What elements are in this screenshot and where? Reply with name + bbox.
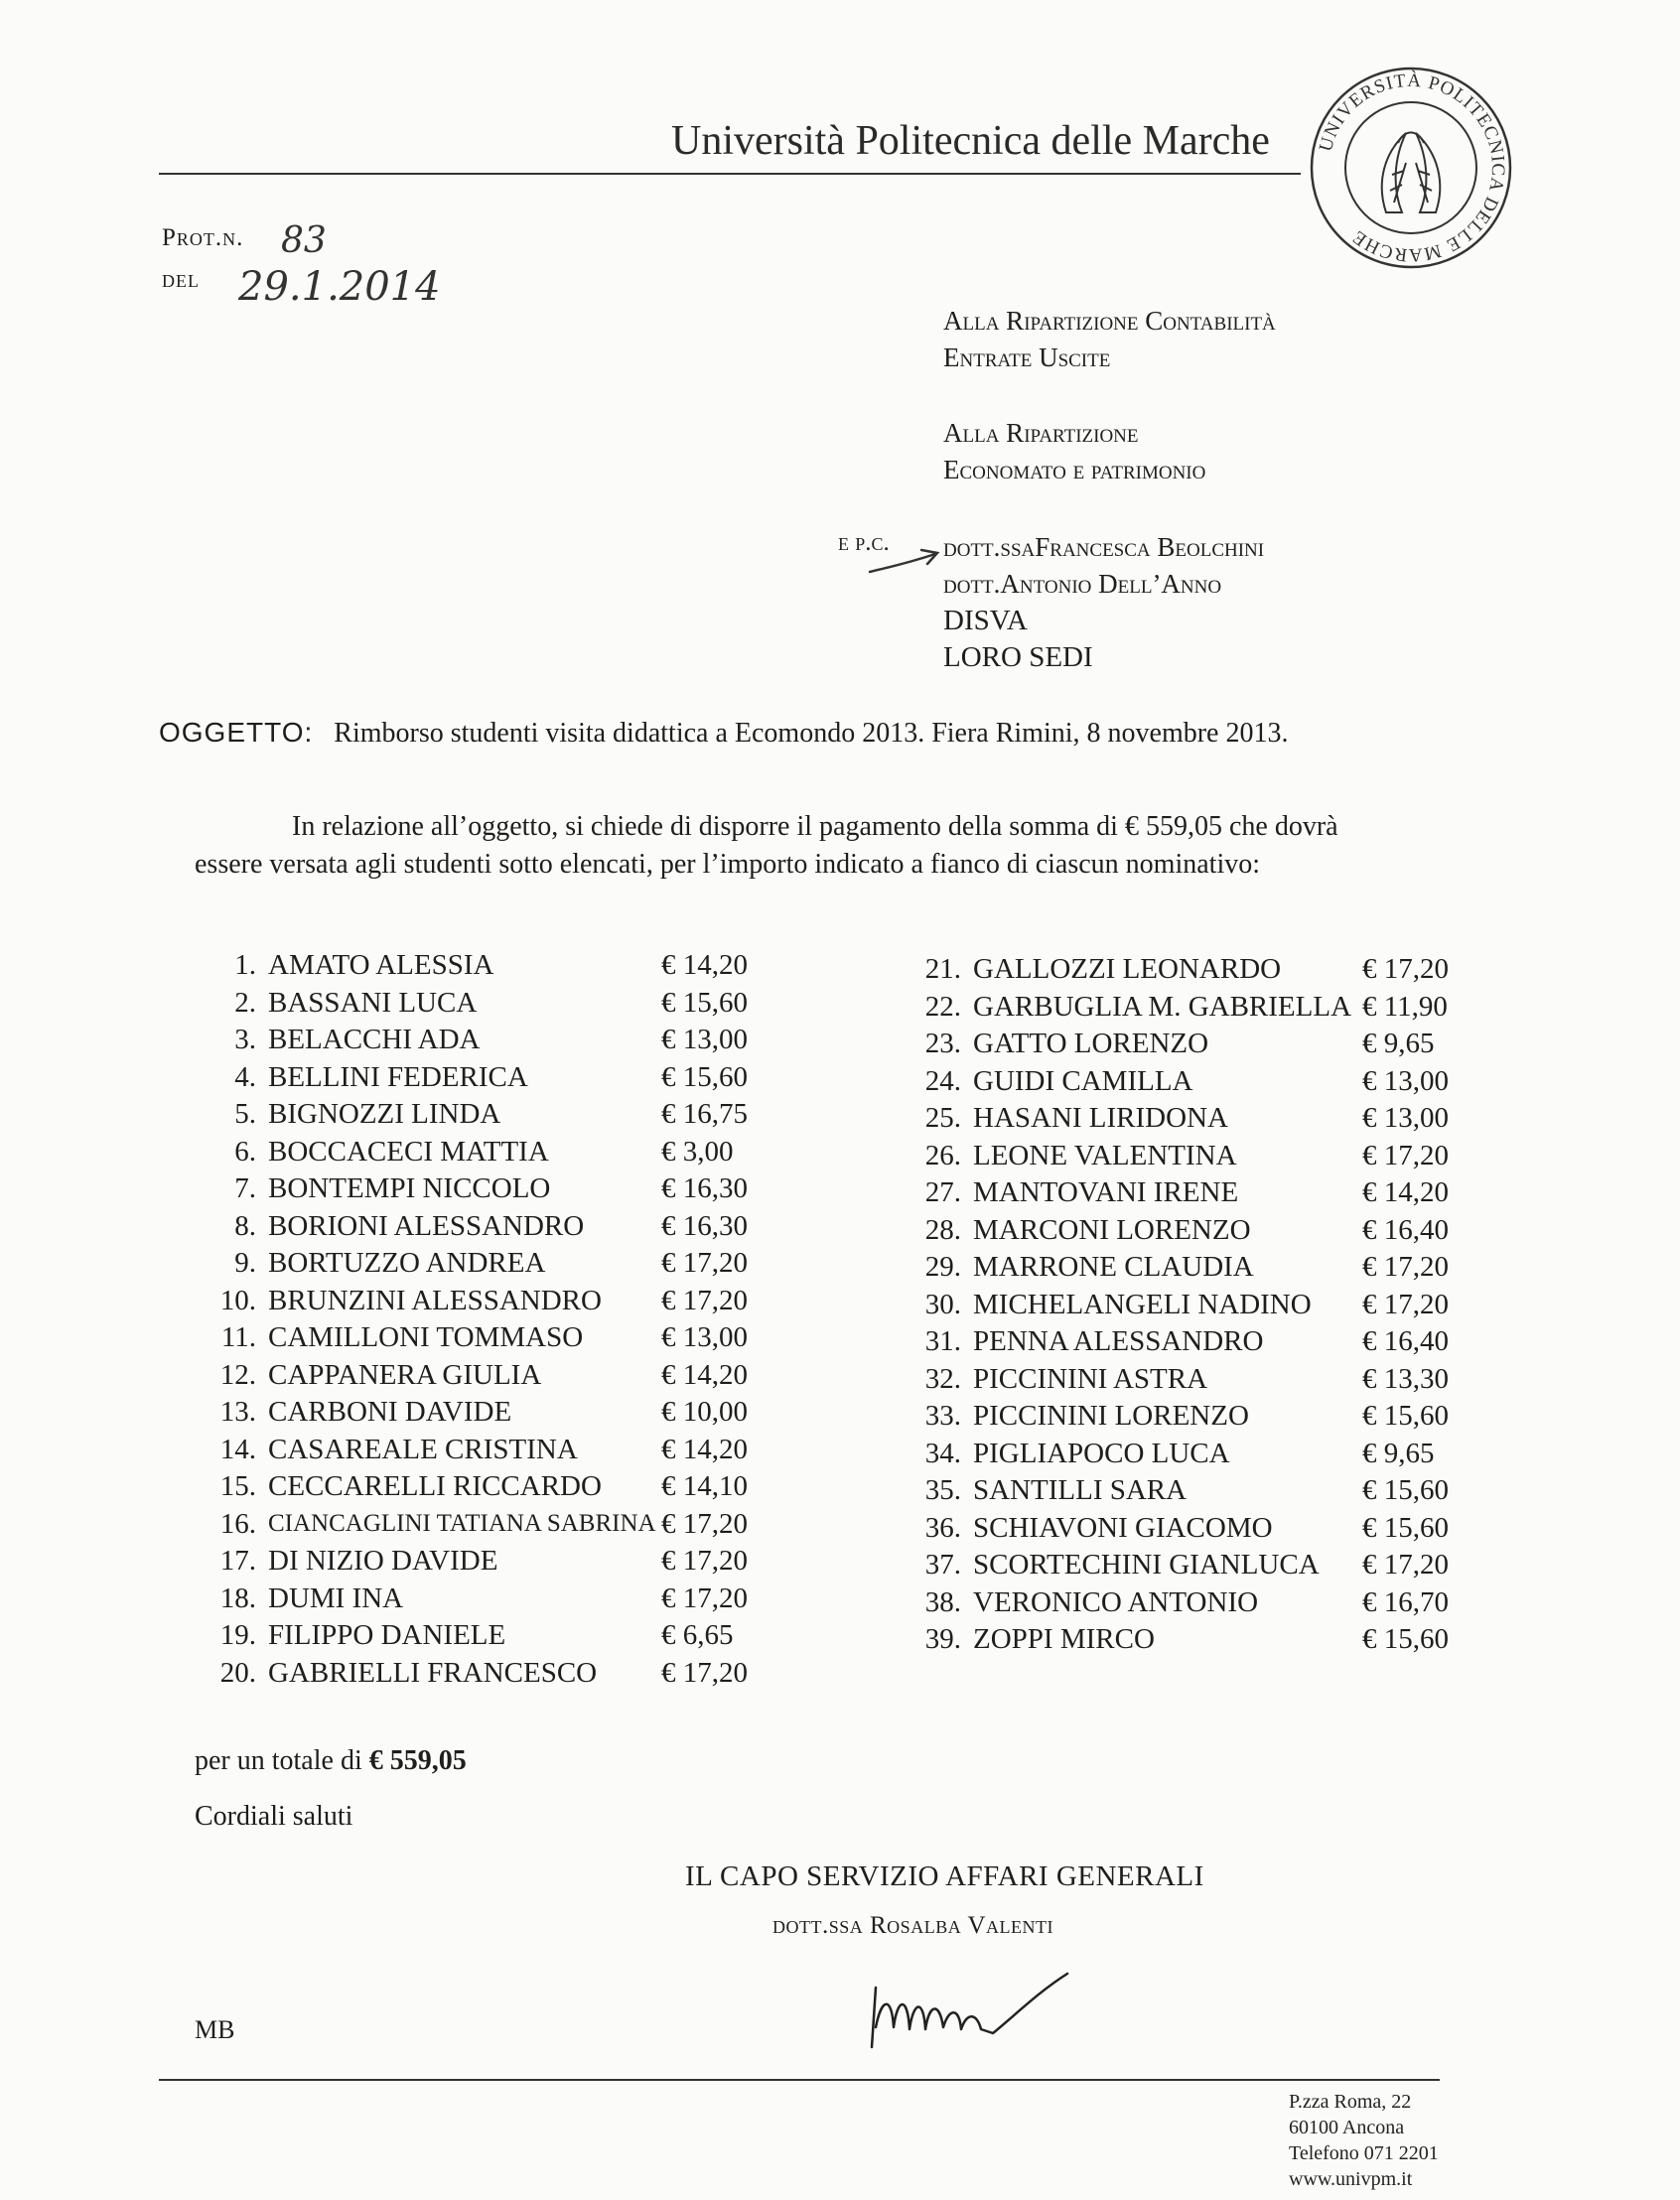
student-name: DUMI INA [268,1581,404,1614]
student-row [913,1547,1668,1584]
student-amount: € 14,10 [661,1470,748,1503]
student-name: BIGNOZZI LINDA [268,1098,501,1131]
student-row [913,1100,1668,1138]
student-name: BASSANI LUCA [268,986,478,1019]
student-name: MARRONE CLAUDIA [973,1251,1254,1284]
cc-line: LORO SEDI [943,641,1093,673]
student-number: 37. [924,1549,961,1581]
student-row [199,947,953,985]
cc-line: dott.ssaFrancesca Beolchini [943,532,1265,562]
footer-line: P.zza Roma, 22 [1289,2091,1412,2113]
student-number: 2. [234,986,256,1019]
initials: MB [195,2015,235,2044]
student-amount: € 14,20 [661,1358,748,1391]
university-name: Università Politecnica delle Marche [671,118,1270,164]
student-amount: € 3,00 [661,1135,734,1168]
signer-name: dott.ssa Rosalba Valenti [772,1912,1054,1939]
student-row [199,1059,953,1097]
student-number: 7. [234,1172,256,1205]
student-amount: € 17,20 [1362,1288,1449,1320]
total-amount: € 559,05 [368,1745,467,1776]
body-line: In relazione all’oggetto, si chiede di disporre il pagamento della somma di € 559,05 che dovrà [292,811,1338,842]
student-name: MANTOVANI IRENE [973,1176,1239,1209]
recipient-block-1 [943,303,1276,376]
student-name: CASAREALE CRISTINA [268,1433,578,1465]
handwritten-signature [864,1968,1092,2057]
student-number: 23. [924,1028,961,1060]
student-number: 20. [219,1656,256,1689]
student-row [199,1283,953,1320]
student-amount: € 17,20 [661,1507,748,1540]
recipient-line: Entrate Uscite [943,343,1111,372]
student-row [913,1174,1668,1212]
student-name: PICCININI ASTRA [973,1362,1208,1395]
student-row [199,1581,953,1618]
student-amount: € 17,20 [1362,1139,1449,1171]
student-amount: € 9,65 [1362,1437,1435,1469]
subject-text: Rimborso studenti visita didattica a Ecomondo 2013. Fiera Rimini, 8 novembre 2013. [334,718,1289,749]
student-row [199,1432,953,1469]
student-name: MICHELANGELI NADINO [973,1288,1312,1320]
student-number: 39. [924,1623,961,1656]
student-number: 15. [219,1470,256,1503]
student-row [913,951,1668,989]
student-amount: € 17,20 [661,1284,748,1316]
student-name: GALLOZZI LEONARDO [973,953,1282,986]
header-rule [159,173,1301,175]
student-number: 3. [234,1024,256,1056]
student-name: GABRIELLI FRANCESCO [268,1656,598,1689]
student-amount: € 14,20 [1362,1176,1449,1209]
student-name: CECCARELLI RICCARDO [268,1470,602,1503]
student-number: 28. [924,1213,961,1246]
student-row [913,1212,1668,1250]
student-row [199,1468,953,1506]
student-row [913,1138,1668,1175]
student-name: GUIDI CAMILLA [973,1064,1193,1097]
student-row [199,1506,953,1544]
student-amount: € 13,00 [1362,1064,1449,1097]
protocol-date: 29.1.2014 [238,264,441,310]
student-number: 30. [924,1288,961,1320]
student-name: ZOPPI MIRCO [973,1623,1155,1656]
seal-emblem [1382,133,1441,213]
student-amount: € 15,60 [661,1060,748,1093]
student-row [913,1026,1668,1063]
student-number: 11. [220,1321,256,1354]
student-row [913,989,1668,1027]
footer-line: 60100 Ancona [1289,2117,1405,2138]
student-number: 19. [219,1619,256,1652]
student-number: 38. [924,1585,961,1618]
seal-text: UNIVERSITÀ POLITECNICA DELLE MARCHE [1315,69,1509,266]
student-number: 4. [234,1060,256,1093]
signer-title: IL CAPO SERVIZIO AFFARI GENERALI [685,1860,1204,1892]
del-label: del [162,266,200,293]
student-amount: € 17,20 [661,1545,748,1578]
student-amount: € 15,60 [1362,1400,1449,1433]
student-amount: € 15,60 [1362,1623,1449,1656]
student-amount: € 13,00 [661,1321,748,1354]
student-row [913,1398,1668,1436]
student-amount: € 13,00 [1362,1102,1449,1135]
student-number: 1. [234,949,256,982]
student-row [199,1096,953,1134]
footer-address [1289,2089,1439,2192]
student-amount: € 17,20 [1362,953,1449,986]
student-amount: € 15,60 [1362,1474,1449,1507]
student-name: GATTO LORENZO [973,1028,1209,1060]
student-number: 13. [219,1396,256,1429]
total-line [195,1745,467,1777]
student-row [199,1543,953,1581]
footer-line: Telefono 071 2201 [1289,2142,1439,2164]
body-paragraph [195,808,1485,884]
student-name: MARCONI LORENZO [973,1213,1251,1246]
student-number: 9. [234,1247,256,1280]
student-amount: € 17,20 [1362,1549,1449,1581]
footer-line: www.univpm.it [1289,2168,1413,2190]
student-amount: € 17,20 [661,1656,748,1689]
handwritten-arrow-icon [866,544,945,580]
student-number: 21. [924,953,961,986]
total-prefix: per un totale di [195,1745,362,1776]
student-amount: € 10,00 [661,1396,748,1429]
student-row [199,1655,953,1693]
subject-line [159,717,1288,750]
subject-label: OGGETTO: [159,717,314,748]
student-amount: € 16,40 [1362,1325,1449,1358]
student-row [913,1063,1668,1101]
student-number: 5. [234,1098,256,1131]
recipient-line: Economato e patrimonio [943,455,1206,484]
student-number: 32. [924,1362,961,1395]
student-amount: € 16,30 [661,1172,748,1205]
student-row [199,1170,953,1208]
student-number: 34. [924,1437,961,1469]
student-name: BORTUZZO ANDREA [268,1247,546,1280]
student-amount: € 17,20 [661,1247,748,1280]
student-number: 26. [924,1139,961,1171]
student-row [199,1319,953,1357]
student-row [913,1436,1668,1473]
student-amount: € 16,40 [1362,1213,1449,1246]
student-row [913,1249,1668,1287]
student-number: 16. [219,1507,256,1540]
footer-rule [159,2079,1440,2081]
student-number: 22. [924,990,961,1023]
student-name: GARBUGLIA M. GABRIELLA [973,990,1352,1023]
student-number: 36. [924,1511,961,1544]
student-number: 24. [924,1064,961,1097]
student-row [199,1617,953,1655]
student-number: 10. [219,1284,256,1316]
recipient-block-2 [943,415,1205,488]
recipient-line: Alla Ripartizione Contabilità [943,306,1276,336]
student-name: PICCININI LORENZO [973,1400,1249,1433]
student-amount: € 16,75 [661,1098,748,1131]
greeting: Cordiali saluti [195,1801,353,1832]
student-row [913,1621,1668,1659]
student-name: CIANCAGLINI TATIANA SABRINA [268,1510,656,1538]
student-row [199,1245,953,1283]
student-row [913,1510,1668,1548]
student-name: SCHIAVONI GIACOMO [973,1511,1273,1544]
student-row [913,1287,1668,1324]
student-name: BONTEMPI NICCOLO [268,1172,551,1205]
cc-label: e p.c. [838,529,890,556]
student-number: 6. [234,1135,256,1168]
student-number: 14. [219,1433,256,1465]
student-row [199,985,953,1023]
student-name: BORIONI ALESSANDRO [268,1209,585,1242]
student-row [199,1134,953,1171]
student-list-left [199,947,953,1692]
student-amount: € 17,20 [1362,1251,1449,1284]
student-row [199,1357,953,1395]
student-name: DI NIZIO DAVIDE [268,1545,498,1578]
student-row [199,1208,953,1246]
student-row [913,1361,1668,1399]
svg-text:UNIVERSITÀ POLITECNICA DELLE M [1316,69,1508,265]
student-name: SANTILLI SARA [973,1474,1188,1507]
student-number: 12. [219,1358,256,1391]
student-amount: € 16,70 [1362,1585,1449,1618]
student-number: 18. [219,1581,256,1614]
student-amount: € 15,60 [1362,1511,1449,1544]
student-name: LEONE VALENTINA [973,1139,1237,1171]
student-number: 25. [924,1102,961,1135]
student-name: AMATO ALESSIA [268,949,494,982]
student-number: 27. [924,1176,961,1209]
student-amount: € 11,90 [1362,990,1448,1023]
student-row [199,1022,953,1059]
cc-line: dott.Antonio Dell’Anno [943,569,1222,599]
student-amount: € 13,00 [661,1024,748,1056]
student-name: BRUNZINI ALESSANDRO [268,1284,602,1316]
student-number: 35. [924,1474,961,1507]
student-name: CARBONI DAVIDE [268,1396,512,1429]
student-name: HASANI LIRIDONA [973,1102,1228,1135]
student-name: CAMILLONI TOMMASO [268,1321,584,1354]
student-name: BELLINI FEDERICA [268,1060,528,1093]
student-amount: € 14,20 [661,949,748,982]
cc-line: DISVA [943,605,1028,636]
body-line: essere versata agli studenti sotto elencati, per l’importo indicato a fianco di ciascun nominativo: [195,849,1260,880]
student-row [913,1323,1668,1361]
student-amount: € 15,60 [661,986,748,1019]
student-name: BELACCHI ADA [268,1024,481,1056]
cc-block [943,529,1264,676]
student-name: FILIPPO DANIELE [268,1619,506,1652]
student-name: PENNA ALESSANDRO [973,1325,1264,1358]
student-amount: € 6,65 [661,1619,734,1652]
student-number: 29. [924,1251,961,1284]
student-row [913,1584,1668,1622]
student-name: VERONICO ANTONIO [973,1585,1259,1618]
student-row [199,1394,953,1432]
recipient-line: Alla Ripartizione [943,418,1139,448]
student-amount: € 16,30 [661,1209,748,1242]
student-name: SCORTECHINI GIANLUCA [973,1549,1320,1581]
university-seal [1307,64,1515,272]
prot-label: Prot.n. [162,224,244,251]
student-number: 8. [234,1209,256,1242]
student-name: BOCCACECI MATTIA [268,1135,549,1168]
student-amount: € 14,20 [661,1433,748,1465]
student-number: 17. [219,1545,256,1578]
student-name: PIGLIAPOCO LUCA [973,1437,1230,1469]
prot-number: 83 [281,220,327,261]
student-number: 33. [924,1400,961,1433]
student-row [913,1472,1668,1510]
student-amount: € 9,65 [1362,1028,1435,1060]
student-name: CAPPANERA GIULIA [268,1358,542,1391]
student-amount: € 17,20 [661,1581,748,1614]
student-number: 31. [924,1325,961,1358]
student-list-right [913,951,1668,1659]
student-amount: € 13,30 [1362,1362,1449,1395]
